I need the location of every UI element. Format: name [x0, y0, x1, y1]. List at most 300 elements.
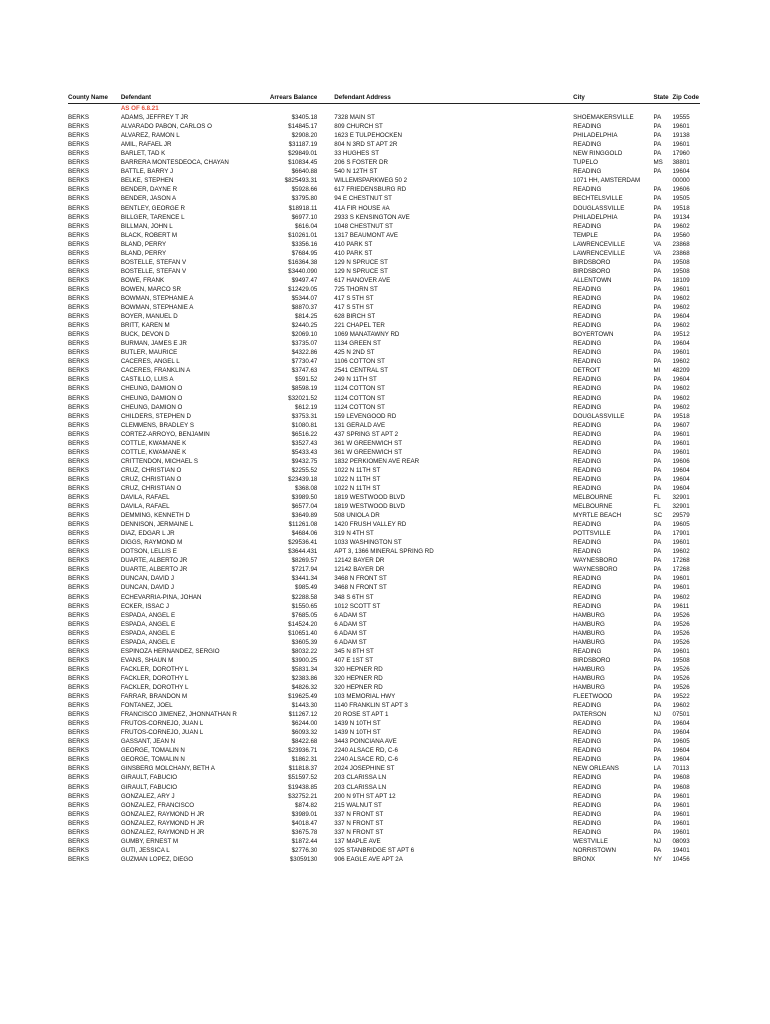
cell-defendant: DAVILA, RAFAEL	[120, 494, 170, 502]
cell-zip: 19526	[672, 674, 690, 682]
cell-county: BERKS	[68, 566, 89, 574]
cell-zip: 19508	[672, 267, 690, 275]
cell-city: HAMBURG	[573, 684, 605, 691]
cell-address: 345 N 8TH ST	[334, 647, 374, 655]
cell-address: 1832 PERKIOMEN AVE REAR	[334, 457, 420, 465]
cell-zip: 19601	[672, 285, 690, 293]
cell-balance: $8032.22	[291, 647, 318, 655]
cell-state: PA	[653, 602, 662, 610]
cell-address: 617 HANOVER AVE	[334, 276, 391, 284]
cell-zip: 10456	[672, 855, 690, 863]
cell-zip: 08093	[672, 837, 690, 845]
cell-county: BERKS	[68, 521, 89, 529]
cell-balance: $2776.30	[291, 846, 318, 854]
cell-state: VA	[653, 249, 662, 257]
cell-county: BERKS	[68, 304, 89, 312]
cell-city: DOUGLASSVILLE	[573, 204, 625, 212]
cell-state: LA	[653, 765, 662, 773]
cell-balance: $9432.75	[291, 457, 318, 465]
header-balance: Arrears Balance	[265, 93, 318, 104]
cell-balance: $7217.94	[291, 566, 318, 574]
cell-zip: 07501	[672, 711, 690, 719]
cell-county: BERKS	[68, 150, 89, 158]
cell-county: BERKS	[68, 539, 89, 547]
cell-defendant: CASTILLO, LUIS A	[120, 376, 174, 384]
cell-state: PA	[653, 276, 662, 284]
cell-county: BERKS	[68, 602, 89, 610]
cell-city: READING	[573, 801, 602, 809]
cell-defendant: ESPADA, ANGEL E	[120, 611, 176, 619]
cell-balance: $3405.18	[291, 114, 318, 122]
cell-city: BIRDSBORO	[573, 656, 611, 664]
cell-address: 1317 BEAUMONT AVE	[334, 231, 399, 239]
cell-state: PA	[653, 475, 662, 483]
cell-city: NEW RINGGOLD	[573, 150, 623, 158]
cell-state: PA	[653, 394, 662, 402]
cell-address: 1439 N 10TH ST	[334, 720, 381, 728]
cell-zip: 19601	[672, 448, 690, 456]
cell-city: HAMBURG	[573, 620, 605, 628]
cell-balance: $814.25	[295, 313, 318, 321]
cell-city: HAMBURG	[573, 611, 605, 619]
cell-defendant: GONZALEZ, RAYMOND H JR	[120, 819, 205, 827]
cell-city: MELBOURNE	[573, 494, 613, 502]
cell-county: BERKS	[68, 656, 89, 664]
table-row	[68, 303, 700, 312]
cell-address: 320 HEPNER RD	[334, 684, 383, 691]
cell-state: PA	[653, 313, 662, 321]
table-row	[68, 294, 700, 303]
cell-county: BERKS	[68, 294, 89, 302]
cell-state: PA	[653, 168, 662, 176]
cell-zip: 17268	[672, 557, 690, 565]
cell-balance: $368.08	[295, 484, 318, 492]
cell-city: READING	[573, 313, 602, 321]
cell-zip: 19602	[672, 548, 690, 556]
cell-balance: $2255.52	[291, 466, 318, 474]
cell-city: READING	[573, 168, 602, 176]
cell-county: BERKS	[68, 276, 89, 284]
table-row	[68, 719, 700, 728]
cell-city: READING	[573, 774, 602, 782]
cell-address: 319 N 4TH ST	[334, 530, 374, 538]
cell-balance: $5928.66	[291, 186, 318, 194]
table-row	[68, 222, 700, 231]
cell-address: 1124 COTTON ST	[334, 403, 385, 411]
cell-address: 129 N SPRUCE ST	[334, 258, 388, 266]
cell-county: BERKS	[68, 747, 89, 755]
cell-address: 1134 GREEN ST	[334, 340, 381, 348]
cell-county: BERKS	[68, 584, 89, 592]
cell-defendant: BOWEN, MARCO SR	[120, 285, 181, 293]
cell-address: 617 FRIEDENSBURG RD	[334, 186, 407, 194]
table-row	[68, 185, 700, 194]
table-row	[68, 565, 700, 574]
cell-address: APT 3, 1366 MINERAL SPRING RD	[334, 548, 434, 556]
cell-zip: 38801	[672, 159, 690, 167]
cell-county: BERKS	[68, 331, 89, 339]
cell-address: 3443 POINCIANA AVE	[334, 738, 397, 746]
cell-city: READING	[573, 575, 602, 583]
cell-zip: 19526	[672, 620, 690, 628]
cell-state: PA	[653, 738, 662, 746]
cell-address: 203 CLARISSA LN	[334, 783, 387, 791]
table-row	[68, 176, 700, 185]
cell-balance: $3747.63	[291, 367, 318, 375]
cell-city: BIRDSBORO	[573, 267, 611, 275]
cell-balance: $23439.18	[288, 475, 318, 483]
cell-city: PHILADELPHIA	[573, 132, 618, 140]
cell-state: PA	[653, 756, 662, 764]
cell-balance: $3795.80	[291, 195, 318, 203]
cell-state: PA	[653, 611, 662, 619]
cell-balance: $11267.12	[288, 711, 318, 719]
cell-state: NJ	[653, 837, 661, 845]
cell-defendant: AMIL, RAFAEL JR	[120, 141, 172, 149]
cell-zip: 19560	[672, 231, 690, 239]
table-row	[68, 511, 700, 520]
cell-city: READING	[573, 521, 602, 529]
cell-state: PA	[653, 774, 662, 782]
cell-state: PA	[653, 747, 662, 755]
cell-county: BERKS	[68, 430, 89, 438]
table-row	[68, 149, 700, 158]
cell-defendant: BLAND, PERRY	[120, 240, 167, 248]
cell-county: BERKS	[68, 828, 89, 836]
cell-state: PA	[653, 439, 662, 447]
cell-state: PA	[653, 819, 662, 827]
cell-zip: 48209	[672, 367, 690, 375]
cell-defendant: CRUZ, CHRISTIAN O	[120, 466, 182, 474]
cell-address: 361 W GREENWICH ST	[334, 448, 403, 456]
cell-address: 410 PARK ST	[334, 249, 373, 257]
cell-state: PA	[653, 204, 662, 212]
table-row	[68, 701, 700, 710]
cell-city: READING	[573, 738, 602, 746]
table-row	[68, 231, 700, 240]
cell-city: DETROIT	[573, 367, 601, 375]
cell-address: 361 W GREENWICH ST	[334, 439, 403, 447]
cell-state: PA	[653, 810, 662, 818]
cell-city: 1071 HH, AMSTERDAM	[573, 177, 641, 185]
table-row	[68, 312, 700, 321]
cell-balance: $6516.22	[291, 430, 318, 438]
cell-city: TEMPLE	[573, 231, 598, 239]
cell-state: SC	[653, 512, 663, 520]
cell-city: WAYNESBORO	[573, 557, 618, 565]
cell-state: PA	[653, 304, 662, 312]
header-state: State	[653, 93, 672, 104]
cell-address: 129 N SPRUCE ST	[334, 267, 388, 275]
cell-balance: $3989.50	[291, 494, 318, 502]
cell-defendant: CHEUNG, DAMION O	[120, 385, 183, 393]
cell-balance: $5433.43	[291, 448, 318, 456]
cell-defendant: ECHEVARRIA-PINA, JOHAN	[120, 593, 202, 601]
cell-defendant: CHEUNG, DAMION O	[120, 403, 183, 411]
cell-zip: 19601	[672, 349, 690, 357]
cell-balance: $2383.86	[291, 674, 318, 682]
cell-address: 628 BIRCH ST	[334, 313, 376, 321]
cell-state: PA	[653, 539, 662, 547]
cell-county: BERKS	[68, 611, 89, 619]
cell-state: PA	[653, 702, 662, 710]
table-row	[68, 502, 700, 511]
cell-defendant: FONTANEZ, JOEL	[120, 702, 173, 710]
cell-balance: $7685.05	[291, 611, 318, 619]
cell-city: READING	[573, 448, 602, 456]
cell-zip: 19518	[672, 204, 690, 212]
cell-state	[653, 176, 672, 185]
table-row	[68, 629, 700, 638]
cell-county: BERKS	[68, 674, 89, 682]
cell-balance: $4826.32	[291, 684, 318, 691]
cell-city: READING	[573, 702, 602, 710]
cell-zip: 32901	[672, 494, 690, 502]
cell-county: BERKS	[68, 114, 89, 122]
cell-zip: 19601	[672, 430, 690, 438]
cell-zip: 19526	[672, 611, 690, 619]
table-row	[68, 167, 700, 176]
cell-address: 103 MEMORIAL HWY	[334, 693, 396, 701]
table-row	[68, 158, 700, 167]
cell-city: BOYERTOWN	[573, 331, 614, 339]
table-row	[68, 529, 700, 538]
cell-balance: $11261.08	[288, 521, 318, 529]
cell-county: BERKS	[68, 403, 89, 411]
cell-state: PA	[653, 484, 662, 492]
cell-address: 3468 N FRONT ST	[334, 584, 387, 592]
cell-state: PA	[653, 638, 662, 646]
cell-balance: $7684.95	[291, 249, 318, 257]
cell-county: BERKS	[68, 141, 89, 149]
cell-address: 417 S 5TH ST	[334, 294, 374, 302]
cell-zip: 19604	[672, 729, 690, 737]
cell-city: READING	[573, 747, 602, 755]
cell-defendant: GONZALEZ, FRANCISCO	[120, 801, 195, 809]
cell-address: 200 N 9TH ST APT 12	[334, 792, 396, 800]
cell-defendant: CRITTENDON, MICHAEL S	[120, 457, 198, 465]
cell-zip: 19611	[672, 602, 690, 610]
cell-balance: $51597.52	[288, 774, 318, 782]
cell-city: READING	[573, 385, 602, 393]
cell-zip: 19526	[672, 629, 690, 637]
cell-balance: $1443.30	[291, 702, 318, 710]
cell-state: PA	[653, 114, 662, 122]
cell-zip: 19605	[672, 738, 690, 746]
cell-state: PA	[653, 294, 662, 302]
table-row	[68, 122, 700, 131]
cell-city: READING	[573, 394, 602, 402]
cell-county: BERKS	[68, 448, 89, 456]
table-row	[68, 710, 700, 719]
cell-zip: 19601	[672, 801, 690, 809]
cell-balance: $19625.49	[288, 693, 318, 701]
cell-zip: 19601	[672, 828, 690, 836]
cell-city: SHOEMAKERSVILLE	[573, 114, 634, 122]
as-of-row	[68, 104, 700, 114]
cell-state: PA	[653, 412, 662, 420]
table-row	[68, 556, 700, 565]
as-of-date: AS OF 6.8.21	[120, 105, 159, 112]
table-row	[68, 846, 700, 855]
cell-defendant: BOSTELLE, STEFAN V	[120, 267, 187, 275]
cell-address: 1022 N 11TH ST	[334, 466, 381, 474]
cell-defendant: BLACK, ROBERT M	[120, 231, 177, 239]
cell-address: 249 N 11TH ST	[334, 376, 377, 384]
cell-balance: $6244.00	[291, 720, 318, 728]
table-row	[68, 140, 700, 149]
table-row	[68, 773, 700, 782]
cell-balance: $3527.43	[291, 439, 318, 447]
cell-city: LAWRENCEVILLE	[573, 249, 625, 257]
cell-address: 1048 CHESTNUT ST	[334, 222, 393, 230]
cell-defendant: BARLET, TAD K	[120, 150, 166, 158]
cell-address: 337 N FRONT ST	[334, 828, 384, 836]
cell-defendant: ESPADA, ANGEL E	[120, 620, 176, 628]
cell-defendant: GONZALEZ, RAYMOND H JR	[120, 810, 205, 818]
cell-state: PA	[653, 656, 662, 664]
cell-address: 215 WALNUT ST	[334, 801, 382, 809]
cell-city: DOUGLASSVILLE	[573, 412, 625, 420]
cell-defendant: CHEUNG, DAMION O	[120, 394, 183, 402]
cell-balance: $8269.57	[291, 557, 318, 565]
cell-state: PA	[653, 331, 662, 339]
cell-balance: $3605.39	[291, 638, 318, 646]
cell-city: READING	[573, 222, 602, 230]
cell-zip: 19604	[672, 313, 690, 321]
cell-state: PA	[653, 584, 662, 592]
cell-balance: $616.04	[295, 222, 318, 230]
cell-state: NY	[653, 855, 663, 863]
cell-zip: 19606	[672, 186, 690, 194]
cell-state: PA	[653, 123, 662, 131]
cell-zip: 70113	[672, 765, 690, 773]
arrears-spreadsheet	[68, 93, 700, 864]
cell-city: READING	[573, 539, 602, 547]
cell-city: READING	[573, 304, 602, 312]
cell-address: 6 ADAM ST	[334, 620, 367, 628]
cell-defendant: GUMBY, ERNEST M	[120, 837, 179, 845]
cell-state: PA	[653, 430, 662, 438]
cell-city: MELBOURNE	[573, 503, 613, 511]
cell-defendant: FRANCISCO JIMENEZ, JHONNATHAN R	[120, 711, 237, 719]
cell-city: READING	[573, 123, 602, 131]
cell-county: BERKS	[68, 665, 89, 673]
cell-county: BERKS	[68, 837, 89, 845]
cell-balance: $2288.58	[291, 593, 318, 601]
cell-state: PA	[653, 349, 662, 357]
cell-zip: 17960	[672, 150, 690, 158]
cell-zip: 19604	[672, 484, 690, 492]
table-row	[68, 819, 700, 828]
cell-balance: $2908.20	[291, 132, 318, 140]
table-row	[68, 493, 700, 502]
cell-city: MYRTLE BEACH	[573, 512, 622, 520]
cell-defendant: DUNCAN, DAVID J	[120, 575, 174, 583]
cell-state: PA	[653, 267, 662, 275]
cell-county: BERKS	[68, 846, 89, 854]
cell-address: 1140 FRANKLIN ST APT 3	[334, 702, 408, 710]
cell-state: PA	[653, 674, 662, 682]
cell-zip: 19601	[672, 439, 690, 447]
cell-county: BERKS	[68, 376, 89, 384]
cell-balance: $612.19	[295, 403, 318, 411]
cell-state: FL	[653, 494, 661, 502]
cell-state: PA	[653, 213, 662, 221]
cell-balance: $8598.19	[291, 385, 318, 393]
cell-county: BERKS	[68, 548, 89, 556]
cell-state: MI	[653, 367, 661, 375]
cell-state: PA	[653, 521, 662, 529]
cell-county: BERKS	[68, 620, 89, 628]
cell-balance: $1862.31	[291, 756, 318, 764]
cell-address: 725 THORN ST	[334, 285, 378, 293]
cell-city: READING	[573, 729, 602, 737]
cell-city: READING	[573, 602, 602, 610]
cell-defendant: BOSTELLE, STEFAN V	[120, 258, 187, 266]
cell-address: 410 PARK ST	[334, 240, 373, 248]
cell-defendant: ESPADA, ANGEL E	[120, 638, 176, 646]
cell-state: PA	[653, 729, 662, 737]
cell-city: READING	[573, 439, 602, 447]
cell-county: BERKS	[68, 765, 89, 773]
cell-address: 508 UNIOLA DR	[334, 512, 380, 520]
table-row	[68, 194, 700, 203]
table-row	[68, 764, 700, 773]
cell-zip: 19526	[672, 665, 690, 673]
cell-zip: 19601	[672, 792, 690, 800]
cell-balance: $874.82	[295, 801, 318, 809]
cell-address: 94 E CHESTNUT ST	[334, 195, 392, 203]
table-row	[68, 348, 700, 357]
cell-county: BERKS	[68, 557, 89, 565]
cell-city: LAWRENCEVILLE	[573, 240, 625, 248]
cell-county: BERKS	[68, 123, 89, 131]
cell-city: ALLENTOWN	[573, 276, 612, 284]
cell-city: POTTSVILLE	[573, 530, 611, 538]
cell-county: BERKS	[68, 801, 89, 809]
cell-balance: $29849.01	[288, 150, 318, 158]
table-row	[68, 783, 700, 792]
cell-city: READING	[573, 349, 602, 357]
cell-balance: $2069.10	[291, 331, 318, 339]
cell-defendant: COTTLE, KWAMANE K	[120, 439, 187, 447]
cell-defendant: GEORGE, TOMALIN N	[120, 747, 185, 755]
cell-address: 6 ADAM ST	[334, 611, 367, 619]
cell-city: READING	[573, 421, 602, 429]
table-row	[68, 384, 700, 393]
cell-balance: $14845.17	[288, 123, 318, 131]
cell-defendant: DIAZ, EDGAR L JR	[120, 530, 175, 538]
cell-balance: $8870.37	[291, 304, 318, 312]
cell-balance: $7730.47	[291, 358, 318, 366]
table-row	[68, 321, 700, 330]
cell-balance: $3900.25	[291, 656, 318, 664]
cell-county: BERKS	[68, 267, 89, 275]
cell-city: READING	[573, 593, 602, 601]
cell-balance: $8422.68	[291, 738, 318, 746]
table-row	[68, 258, 700, 267]
cell-state: PA	[653, 548, 662, 556]
cell-address: 2240 ALSACE RD, C-6	[334, 756, 398, 764]
cell-zip: 19602	[672, 593, 690, 601]
cell-state: MS	[653, 159, 663, 167]
cell-city: READING	[573, 810, 602, 818]
cell-address: 320 HEPNER RD	[334, 674, 383, 682]
cell-balance: $985.49	[295, 584, 318, 592]
cell-address: 1819 WESTWOOD BLVD	[334, 503, 405, 511]
cell-address: 159 LEVENGOOD RD	[334, 412, 397, 420]
